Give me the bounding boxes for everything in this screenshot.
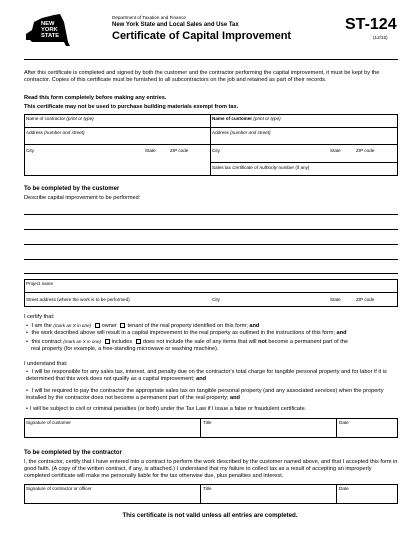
customer-name-hint: (print or type) [253, 116, 281, 121]
certify-item-contract [26, 338, 398, 346]
cust-sig-vdiv-2 [336, 418, 337, 438]
u1-and: and [196, 376, 207, 382]
form-subtitle: New York State and Local Sales and Use Tax [112, 22, 239, 28]
b3-rest: become a permanent part of the [268, 339, 348, 345]
describe-line-5[interactable] [24, 273, 398, 274]
describe-line-2[interactable] [24, 229, 398, 230]
customer-signature-field[interactable]: Signature of customer [26, 420, 71, 425]
contractor-section-heading: To be completed by the contractor [24, 450, 122, 456]
cust-sig-vdiv-1 [200, 418, 201, 438]
b2-text: the work described above will result in a capital improvement to the real property as outlined in the instructions of this form; [31, 330, 335, 336]
b2-and: and [336, 330, 347, 336]
does-not-include-label: does not include the sale of any items that will [142, 339, 257, 345]
ny-state-logo [24, 12, 74, 52]
certify-label: I certify that: [24, 314, 55, 320]
customer-zip-field[interactable]: ZIP code [356, 148, 375, 153]
b1-and: and [249, 323, 260, 329]
footer-notice: This certificate is not valid unless all entries are completed. [122, 512, 298, 519]
tenant-checkbox[interactable] [120, 323, 125, 328]
contractor-name-field[interactable] [26, 116, 94, 121]
cert-auth-label: Certificate of Authority [232, 165, 278, 170]
contractor-address-hint: (number and street) [44, 130, 85, 135]
contractor-signature-field[interactable]: Signature of contractor or officer [26, 486, 92, 491]
certify-item-owner-tenant [26, 322, 398, 330]
intro-text: After this certificate is completed and signed by both the customer and the contractor performing the capital improvement, it must be kept by the contractor. Copies of this certificate must be furnished to all subcontractors on the job and retained as part of their records. [24, 70, 380, 83]
not-used-notice: This certificate may not be used to purchase building materials exempt from tax. [24, 104, 239, 110]
includes-label: includes [111, 339, 133, 345]
contr-sig-vdiv-1 [200, 484, 201, 504]
contractor-address-label: Address [26, 130, 43, 135]
certify-item-contract-line2: real property (for example, a free-standing microwave or washing machine). [31, 346, 219, 352]
project-name-field[interactable]: Project name [26, 281, 54, 286]
header-rule [24, 59, 398, 60]
top-box-divider-2 [24, 144, 398, 145]
tenant-label: tenant of the real property identified on this form; [127, 323, 248, 329]
customer-title-field[interactable]: Title [203, 420, 212, 425]
does-not-include-checkbox[interactable] [136, 339, 141, 344]
b3-lead: this contract [31, 339, 62, 345]
customer-name-field[interactable] [212, 116, 281, 121]
understand-item-3: • I will be subject to civil or criminal penalties (or both) under the Tax Law if I issue a false or fraudulent certificate. [26, 406, 398, 413]
customer-address-hint: (number and street) [230, 130, 271, 135]
contractor-zip-field[interactable]: ZIP code [170, 148, 189, 153]
b1-hint: (mark an X in one) [53, 323, 92, 328]
understand-label: I understand that: [24, 361, 68, 367]
owner-checkbox[interactable] [95, 323, 100, 328]
describe-line-1[interactable] [24, 214, 398, 215]
top-box-divider [24, 127, 398, 128]
customer-date-field[interactable]: Date [339, 420, 349, 425]
contractor-name-hint: (print or type) [66, 116, 94, 121]
b1-lead: I am the [31, 323, 52, 329]
contractor-customer-box [24, 114, 398, 176]
b3-not: not [258, 339, 267, 345]
project-box [24, 279, 398, 307]
form-title: Certificate of Capital Improvement [112, 30, 292, 42]
project-zip-field[interactable]: ZIP code [356, 297, 375, 302]
includes-checkbox[interactable] [105, 339, 110, 344]
customer-address-field[interactable] [212, 130, 270, 135]
contractor-state-field[interactable]: State [145, 148, 156, 153]
top-box-divider-3 [210, 162, 398, 163]
understand-item-2 [26, 388, 398, 402]
customer-city-field[interactable]: City [212, 148, 220, 153]
contractor-city-field[interactable]: City [26, 148, 34, 153]
customer-state-field[interactable]: State [330, 148, 341, 153]
top-box-vdivider [210, 114, 211, 176]
u2-and: and [230, 395, 240, 401]
describe-label: Describe capital improvement to be performed: [24, 195, 141, 201]
contr-sig-vdiv-2 [336, 484, 337, 504]
form-number: ST-124 [345, 16, 397, 33]
certify-item-capital [26, 330, 398, 337]
describe-line-3[interactable] [24, 244, 398, 245]
understand-item-1 [26, 369, 398, 383]
u1-text: I will be responsible for any sales tax, interest, and penalty due on the contractor's total charge for tangible personal property and for labor if it is determined that this work does not qualify as a capital improvement; [26, 369, 387, 382]
cert-auth-tail: number (if any) [278, 165, 310, 170]
certificate-of-authority-field[interactable] [212, 165, 309, 170]
contractor-title-field[interactable]: Title [203, 486, 212, 491]
form-date: (12/15) [373, 35, 388, 40]
sales-tax-label: Sales tax [212, 165, 231, 170]
contractor-certify-text: I, the contractor, certify that I have entered into a contract to perform the work described by the customer named above, and that I accepted this form in good faith. (A copy of the written contract, if any, is attached.) I understand that my failure to collect tax as a result of accepting an improperly completed certificate will make me personally liable for the tax otherwise due, plus penalties and interest. [24, 459, 398, 479]
project-box-divider [24, 292, 398, 293]
customer-section-heading: To be completed by the customer [24, 186, 120, 192]
customer-address-label: Address [212, 130, 229, 135]
project-state-field[interactable]: State [330, 297, 341, 302]
project-street-field[interactable]: Street address (where the work is to be performed) [26, 297, 130, 302]
contractor-name-label: Name of contractor [26, 116, 66, 121]
contractor-date-field[interactable]: Date [339, 486, 349, 491]
owner-label: owner [101, 323, 117, 329]
b3-hint: (mark an X in one) [63, 339, 102, 344]
department-label: Department of Taxation and Finance [112, 15, 186, 20]
logo-text: NEW YORK STATE [41, 21, 60, 39]
contractor-address-field[interactable] [26, 130, 84, 135]
describe-line-4[interactable] [24, 259, 398, 260]
customer-name-label: Name of customer [212, 116, 253, 121]
read-notice: Read this form completely before making any entries. [24, 95, 167, 101]
u2-text: I will be required to pay the contractor the appropriate sales tax on tangible personal property (and any associated services) when the property installed by the contractor does not become a permanent part of the real property; [26, 388, 384, 401]
project-city-field[interactable]: City [212, 297, 220, 302]
